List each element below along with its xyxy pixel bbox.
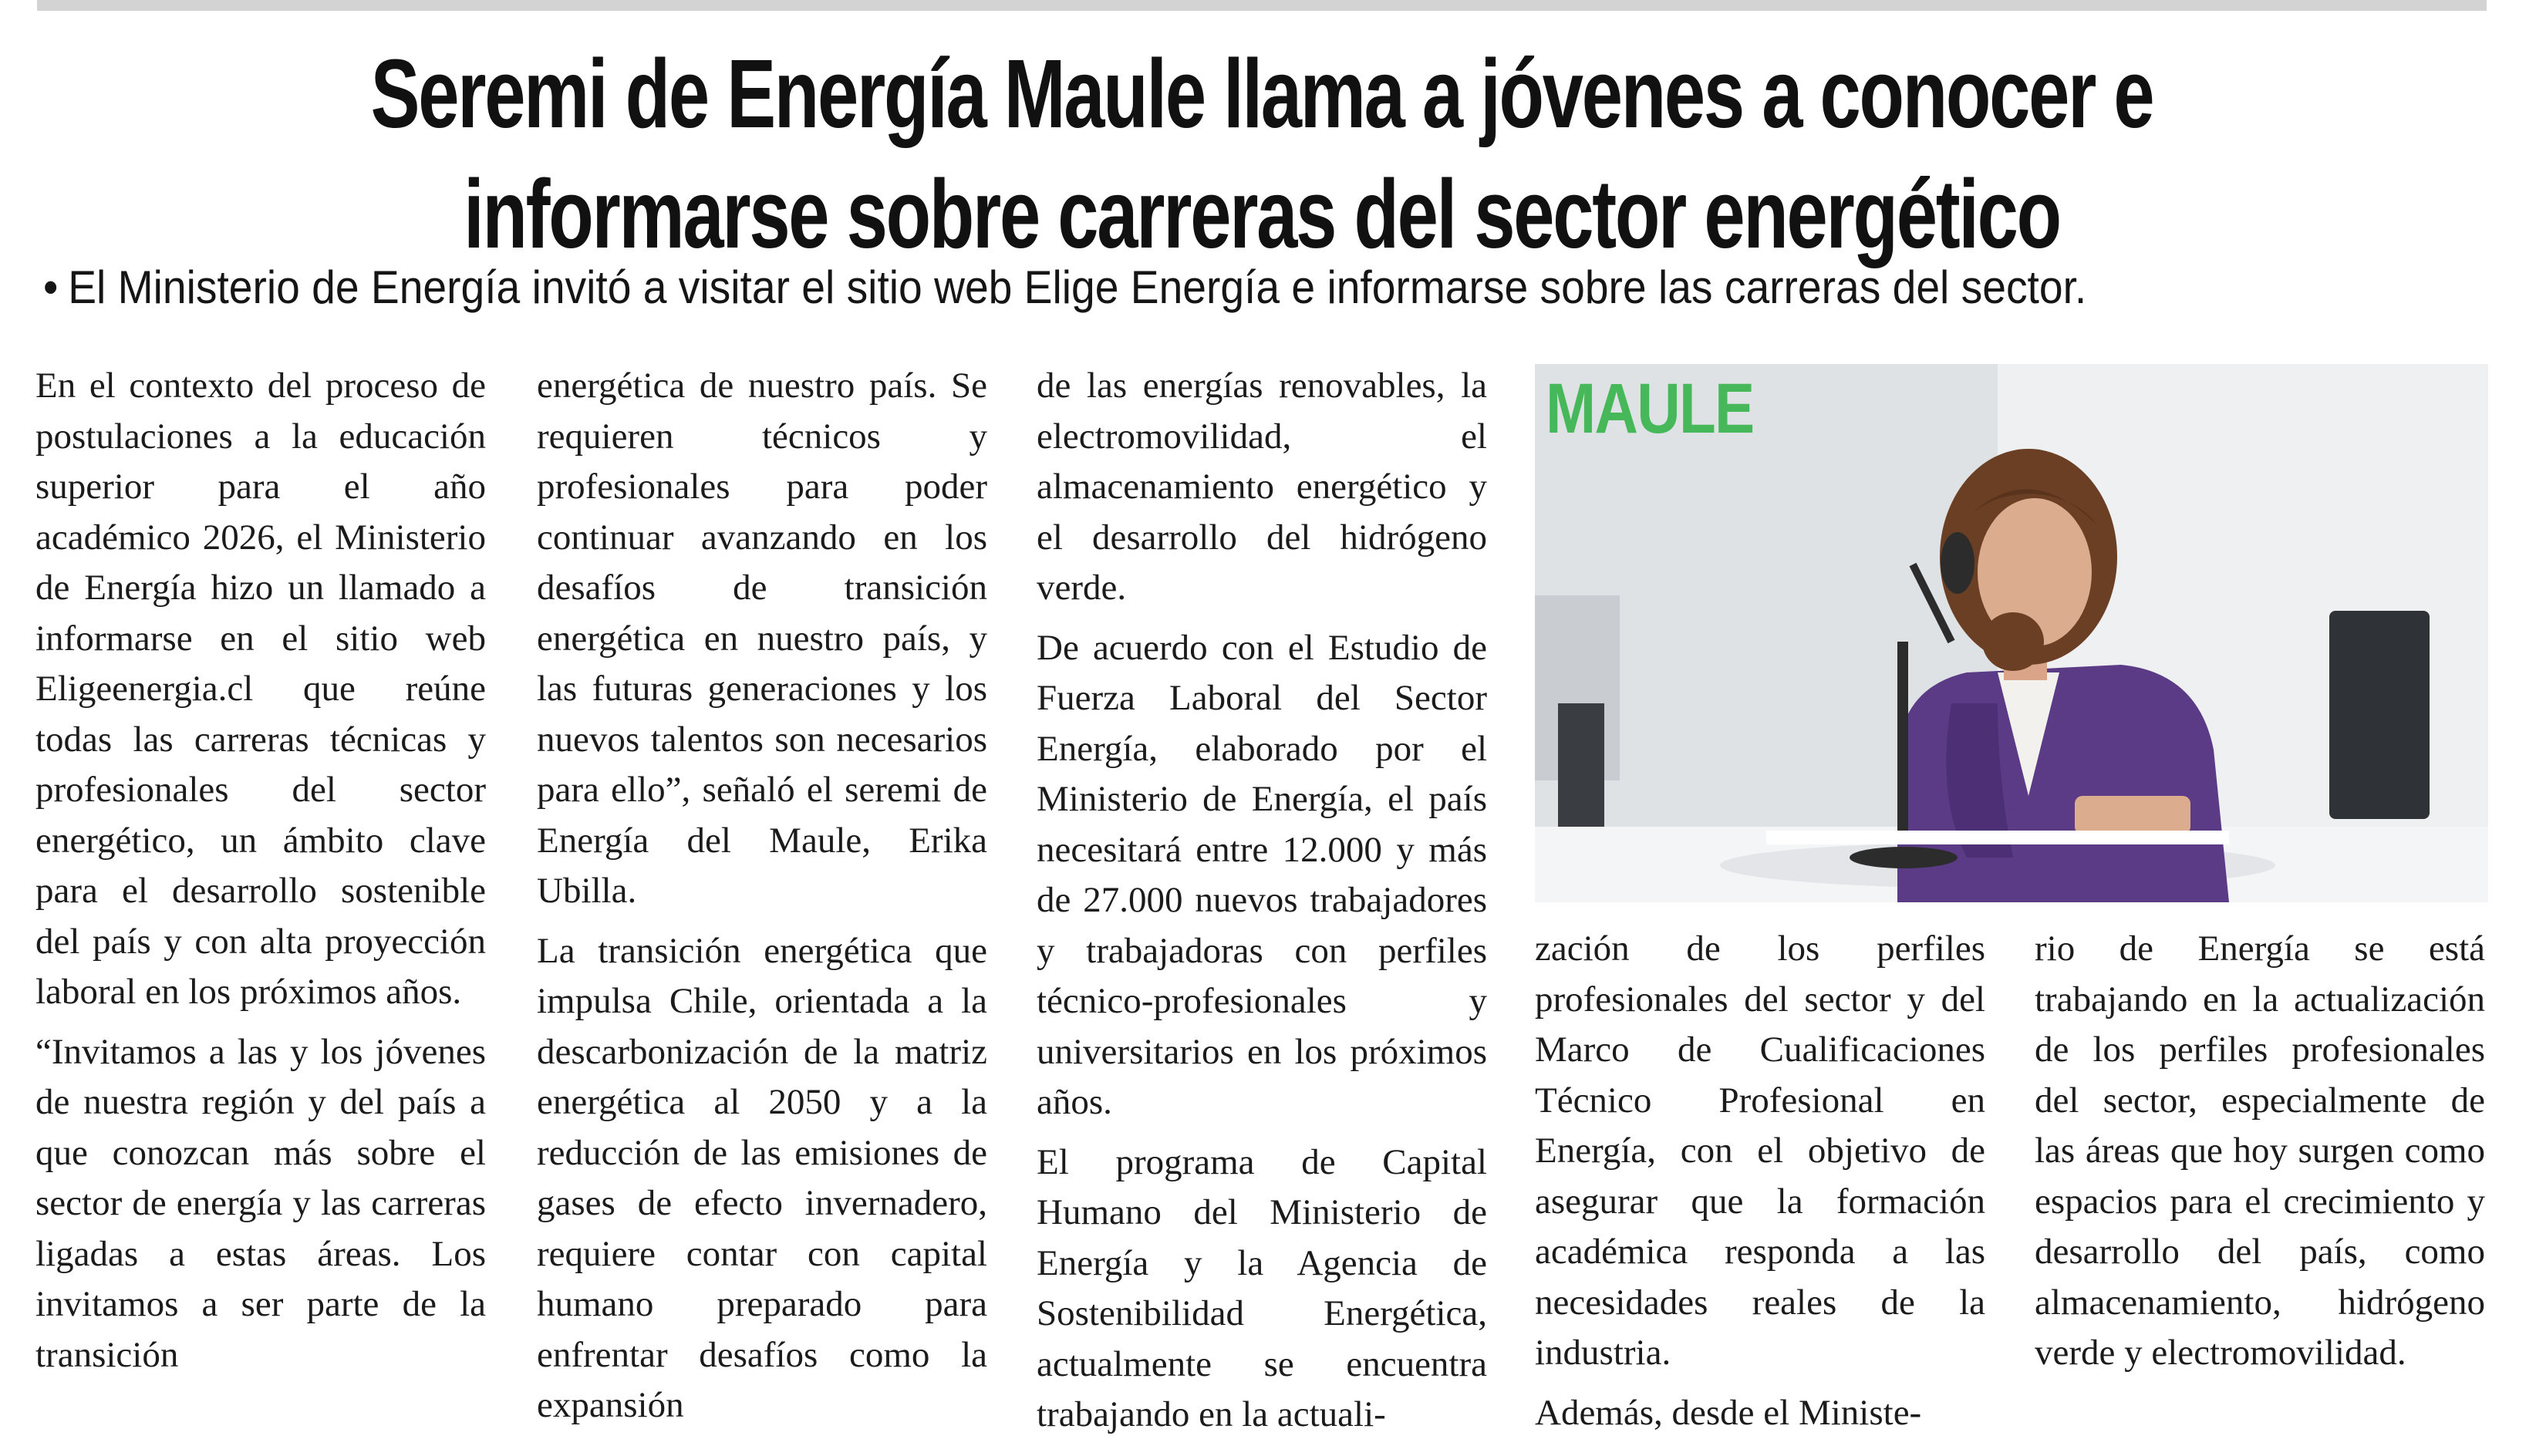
subheadline-text: El Ministerio de Energía invitó a visitar el sitio web Elige Energía e informarse sobre las carreras del sector.: [68, 261, 2087, 313]
headline-line-1: Seremi de Energía Maule llama a jóvenes a conocer e: [370, 39, 2153, 148]
column-5: [2035, 924, 2485, 1388]
paragraph: “Invitamos a las y los jóvenes de nuestra región y del país a que conozcan más sobre el sector de energía y las carreras ligadas a estas áreas. Los invitamos a ser parte de la transición: [35, 1031, 486, 1375]
top-rule: [37, 0, 2487, 11]
paragraph: de las energías renovables, la electromovilidad, el almacenamiento energético y el desarrollo del hidrógeno verde.: [1037, 366, 1487, 608]
column-2: [537, 361, 987, 1441]
article-photo: [1535, 364, 2488, 902]
headline-line-2: informarse sobre carreras del sector energético: [464, 160, 2060, 268]
headline: [331, 34, 2193, 275]
paragraph: El programa de Capital Humano del Ministerio de Energía y la Agencia de Sostenibilidad Energética, actualmente se encuentra trabajando en la actuali-: [1037, 1141, 1487, 1434]
paragraph: rio de Energía se está trabajando en la actualización de los perfiles profesionales del sector, especialmente de las áreas que hoy surgen como espacios para el crecimiento y desarrollo del país, como almacenamiento, hidrógeno verde y electromovilidad.: [2035, 929, 2485, 1373]
backdrop-sign: MAULE: [1546, 369, 1754, 448]
paragraph: Además, desde el Ministe-: [1535, 1392, 1922, 1433]
paragraph: energética de nuestro país. Se requieren técnicos y profesionales para poder continuar avanzando en los desafíos de transición energética en nuestro país, y las futuras generaciones y los nuevos talentos son necesarios para ello”, señaló el seremi de Energía del Maule, Erika Ubilla.: [537, 366, 987, 911]
paragraph: zación de los perfiles profesionales del sector y del Marco de Cualificaciones Técnico Profesional en Energía, con el objetivo de asegurar que la formación académica responda a las necesidades reales de la industria.: [1535, 929, 1985, 1373]
column-1: [35, 361, 486, 1390]
subheadline: [43, 261, 2314, 315]
column-4: [1535, 924, 1985, 1448]
paragraph: De acuerdo con el Estudio de Fuerza Laboral del Sector Energía, elaborado por el Ministerio de Energía, el país necesitará entre 12.000 y más de 27.000 nuevos trabajadores y trabajadoras con perfiles técnico-profesionales y universitarios en los próximos años.: [1037, 627, 1487, 1122]
paragraph: En el contexto del proceso de postulaciones a la educación superior para el año académico 2026, el Ministerio de Energía hizo un llamado a informarse en el sitio web Eligeenergia.cl que reúne todas las carreras técnicas y profesionales del sector energético, un ámbito clave para el desarrollo sostenible del país y con alta proyección laboral en los próximos años.: [35, 366, 486, 1012]
column-3: [1037, 361, 1487, 1450]
bullet-icon: •: [43, 261, 59, 313]
paragraph: La transición energética que impulsa Chile, orientada a la descarbonización de la matriz energética al 2050 y a la reducción de las emisiones de gases de efecto invernadero, requiere contar con capital humano preparado para enfrentar desafíos como la expansión: [537, 930, 987, 1425]
